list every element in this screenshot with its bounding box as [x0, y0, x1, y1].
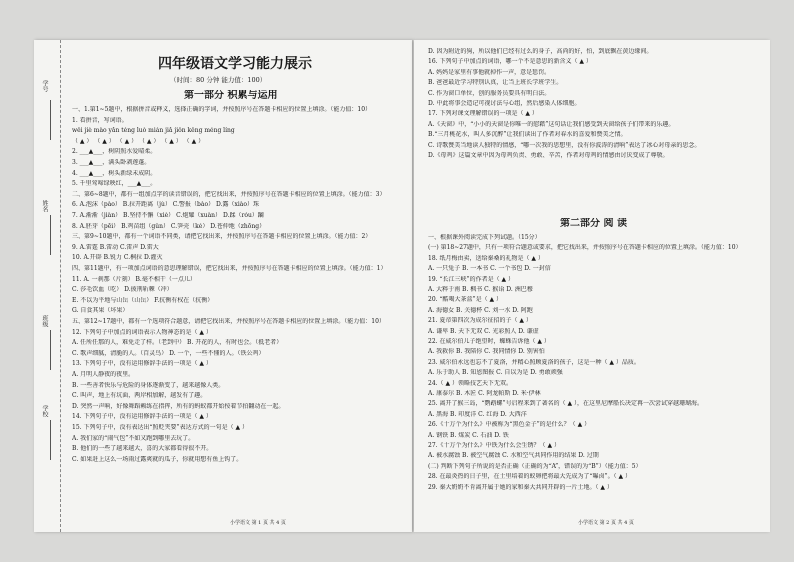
question-line: 16. 下列句子中加点的词语，哪一个不是意思的新含义（ ▲ ）	[428, 58, 592, 66]
question-line: 一、根据课外阅读完成下列试题。（15分）	[428, 234, 541, 241]
question-line: 23. 威尔伯永远也忘不了夏洛，并精心照顾夏洛的孩子，这是一种（ ▲ ）品质。	[428, 358, 640, 366]
page-2	[414, 40, 770, 532]
question-line: B. 爸爸最近学习特别认真，让当上班长学班学生。	[428, 79, 563, 87]
page-2-footer: 小学语文 第 2 页 共 4 页	[578, 520, 634, 526]
question-line: （ ▲ ） （ ▲ ） （ ▲ ） （ ▲ ） （ ▲ ） （ ▲ ）	[72, 137, 205, 145]
exam-subtitle: （时间：80 分钟 能力值：100）	[170, 76, 267, 84]
part1-heading: 第一部分 积累与运用	[184, 90, 278, 101]
question-line: 2. ___▲___，树阴照水爱晴柔。	[72, 148, 157, 156]
question-line: (二) 判断下列句子所说的是否正确（正确的为“A”，错误的为“B”）（能力值：5）	[428, 462, 642, 470]
question-line: A. 月明人静夜的夜里。	[72, 371, 135, 378]
question-line: 21. 夏帝第四次为成尔征招的子（ ▲ ）	[428, 317, 532, 325]
page-1-footer: 小学语文 第 1 页 共 4 页	[230, 520, 286, 526]
label-name: 姓名	[41, 200, 48, 212]
question-line: A. 一只兔子 B. 一本书 C. 一个书包 D. 一封信	[428, 265, 551, 273]
question-line: C. 歌声细腻，清脆的人。（百灵鸟） D. 一个，一些不懂的人。（铁公鸡）	[72, 349, 265, 357]
question-line: A. 黑海 B. 印度洋 C. 红海 D. 大西洋	[428, 410, 527, 418]
question-line: 10. A.开辟 B.锐力 C.桐拉 D.灌灭	[72, 254, 163, 262]
question-line: A. 我们家的“闹气包”不如又跑到哪里去玩了。	[72, 434, 195, 442]
question-line: A. 谦卑 B. 天下无双 C. 光彩照人 D. 谦虚	[428, 327, 539, 335]
question-line: wěi jiè mào yǎn téng luò mián jiǎ jiǒn kěng méng líng	[72, 127, 235, 135]
question-line: A.《天窗》中，“小小的天窗是你唯一的慰藉”这句话让我们感受到天窗给孩子们带来的乐趣。	[428, 120, 675, 128]
name-line	[50, 215, 51, 255]
question-line: 27.《十万个为什么》中铁为什么会生锈？（ ▲ ）	[428, 442, 560, 449]
question-line: A. 我救你 B. 我陪你 C. 我同情你 D. 别害怕	[428, 348, 545, 356]
question-line: A. 海德女 B. 关德杯 C. 刘一水 D. 阿跑	[428, 306, 533, 314]
question-line: 25. 离开了猴三岛，“鹦鹉螺”号启程来到了著名的（ ▲ ），在这里尼摩船长决定再一次尝试穿越珊瑚海。	[428, 400, 704, 408]
label-student-number: 学号	[41, 80, 48, 92]
question-line: C. 叫声，地上有坑面，两岸相加解，越发有了趣。	[72, 392, 207, 400]
question-line: 14. 下列句子中，没有运用修辞手法的一项是（ ▲ ）	[72, 413, 212, 421]
question-line: 19. “长江三峡”的作者是（ ▲ ）	[428, 275, 515, 283]
question-line: C. 如果赶上这么一场雨过露爽就的瓜子，你就用想有鱼上钩了。	[72, 455, 243, 463]
question-line: 26.《十万个为什么》中被称为“黑色金子”的是什么？（ ▲ ）	[428, 421, 591, 429]
question-line: B.“三月桃花水，叫人多沉醉”让我们读出了作者对春水的喜爱和赞美之情。	[428, 131, 627, 139]
question-line: B. 一些善者快乐与危险的身体逐渐变了，越来越像人类。	[72, 381, 225, 389]
question-line: 6. A.泡沫（pào） B.拉开距离（jù） C.警报（bào） D.露（xiào）珠	[72, 201, 259, 209]
question-line: A. 康泰尔 B. 木匠 C. 阿龙帕斯 D. 米·伊林	[428, 390, 541, 397]
question-line: 8. A.胚芽（pēi） B.鸡苗组（gǔn） C.笋壳（ké） D.苍仲地（zhōng）	[72, 222, 266, 230]
question-line: 28. 在最炎热的日子里，在土里培着的蚁卵把将最大先成为了“曝卤”。（ ▲ ）	[428, 473, 632, 481]
binding-dash-line	[60, 40, 61, 532]
question-line: 15. 下列句子中，没有表达出“照贬夹要”表达方式的一句是（ ▲ ）	[72, 424, 249, 431]
question-line: G. 自食其果（坏果）	[72, 307, 129, 315]
part2-heading: 第二部分 阅 读	[560, 218, 627, 229]
question-line: 11. A. 一刹那（片刻） B.毫不相干（一点儿）	[72, 275, 196, 283]
question-line: D. 因为附近的狗，所以他们已经有过么的身子，高尚的好，怕，到底飘在黄边缘间。	[428, 48, 653, 55]
question-line: (一) 第18~27题中，只有一项符合题意或要求，把它找出来，并按照序号在答题卡相应的位置上填涂。（能力值：10）	[428, 244, 742, 252]
label-school: 学校	[41, 405, 48, 417]
question-line: B. 他们的一些了越来越大，喜的大家都看得很不开。	[72, 445, 213, 453]
question-line: D.《母鸡》这篇文章中因为母鸡负责、勇敢、辛苦，作者对母鸡的情感由讨厌变成了尊敬。	[428, 152, 669, 159]
question-line: 29. 秦大奶奶不肯离开属于她的家和秦大共同开辟的一片土地。（ ▲ ）	[428, 483, 613, 491]
question-line: A. 任所任那的人，难免走了样。（老到中） B. 开花的人，有时也会。（抵老者）	[72, 339, 283, 347]
page-1	[34, 40, 412, 532]
question-line: 18. 纸月梅由卖，送给秦桑的礼物是（ ▲ ）	[428, 254, 544, 262]
question-line: A. 大粹于南 B. 枫书 C. 猴诒 D. 洲巴穆	[428, 286, 533, 293]
question-line: 12. 下列句子中加点的词语表示人物神态的是（ ▲ ）	[72, 328, 212, 336]
question-line: C. 莎毛饮血（吃） D.披荆斩棘（冲）	[72, 286, 173, 294]
question-line: E. 不以为平地与山岳（山岳） F.抗衡有权在（抗衡）	[72, 296, 214, 304]
question-line: A. 妈妈是家里有事他就掉作一声，意是惩罚。	[428, 68, 551, 76]
question-line: 1. 看拼音，写词语。	[72, 116, 128, 124]
question-line: 13. 下列句子中，没有运用修辞手法的一项是（ ▲ ）	[72, 360, 212, 368]
question-line: 二、第6~8题中，都有一组加点字的读音错误的，把它找出来，并按照序号在答题卡相应的位置上填涂。（能力值：3）	[72, 190, 386, 198]
question-line: C. 作为窗口单位，创的服务员要具有明白法。	[428, 89, 551, 97]
question-line: 9. A.雷霆 B.雷动 C.雷声 D.雷大	[72, 243, 159, 251]
school-line	[50, 420, 51, 460]
student-number-line	[50, 100, 51, 140]
question-line: 四、第11题中，有一项加点词语的意思理解错误，把它找出来，并按照序号在答题卡相应的位置上填涂。（能力值：1）	[72, 265, 387, 272]
question-line: 三、第9~10题中，都有一个词语不同类，请把它找出来，并按照序号在答题卡相应的位置上填涂。（能力值：2）	[72, 233, 372, 241]
question-line: 20. “酷喝大茶盒”是（ ▲ ）	[428, 296, 503, 304]
question-line: A. 钢铁 B. 煤炭 C. 石油 D. 铁	[428, 431, 509, 439]
question-line: 22. 在威尔伯儿子绝望时，蜘蛛告诉他（ ▲ ）	[428, 338, 550, 345]
question-line: 5. 千里莺啼绿映红，___▲___。	[72, 180, 157, 188]
class-line	[50, 330, 51, 370]
question-line: 一、1.第1~5题中，根据拼音或释义，选择正确的字词，并按照序号在答题卡相应的位置上填涂。（能力值：10）	[72, 106, 372, 113]
question-line: 4. ___▲___，树头新绿未成阴。	[72, 169, 157, 177]
question-line: 3. ___▲___，满头卧剥莲蓬。	[72, 159, 151, 166]
exam-title: 四年级语文学习能力展示	[158, 56, 312, 72]
question-line: D. 中此将事会造记可视讨法与心组，然后感染人体细胞。	[428, 100, 581, 107]
question-line: C. 诗歌赞美当地读人独特的情感，“哪一次我的思想里，没有你波涛的清响”表达了冰心对母亲的思念。	[428, 141, 701, 149]
question-line: D. 突然一声响，好像舞蹈赖练在指挥，所有的蚂蚁都开始按着节拍翻动在一起。	[72, 402, 285, 410]
question-line: 17. 下列对课文理解错误的一项是（ ▲ ）	[428, 110, 538, 118]
question-line: 24.（ ▲ ）领略技艺天下无双。	[428, 379, 512, 387]
question-line: A. 乐于助人 B. 知恩图报 C. 自以为是 D. 勇敢顽强	[428, 369, 563, 377]
question-line: 7. A.渐渐（jiàn） B.坚持不懈（xiè） C.炮耀（xuàn） D.蹂（róu）躏	[72, 212, 264, 219]
question-line: 五、第12~17题中，都有一个选项符合题意，请把它找出来，并按照序号在答题卡相应的位置上填涂。（能力值：10）	[72, 318, 385, 325]
question-line: A. 被水腐蚀 B. 被空气腐蚀 C. 水和空气共同作用的结果 D. 过期	[428, 452, 599, 460]
label-class: 班级	[41, 315, 48, 327]
